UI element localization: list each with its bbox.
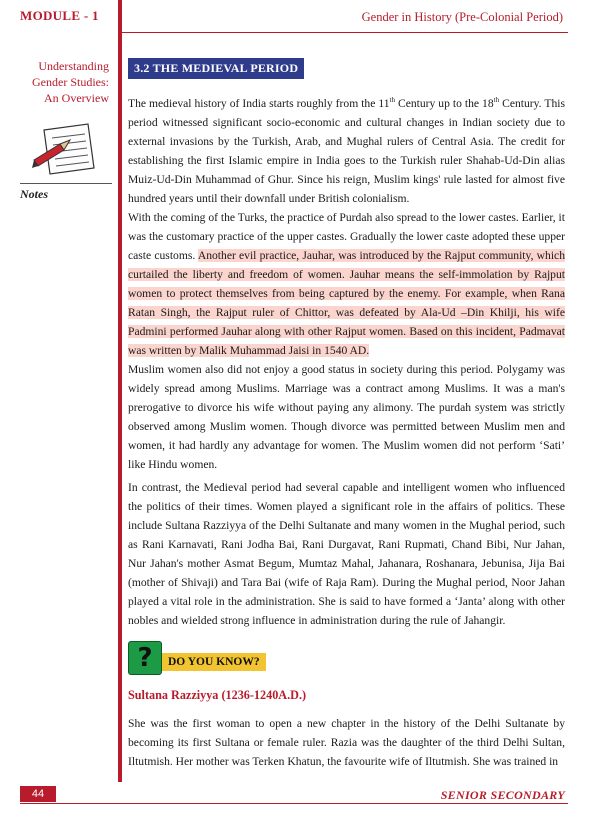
side-title-line1: Understanding [38, 59, 109, 73]
paragraph-intro: The medieval history of India starts roughly from the 11th Century up to the 18th Century. This period witnessed significant socio-economic and cultural changes in Indian society due to external invasions by the Turkish, Arab, and Mughal rulers of Central Asia. The credit for establishing the first Islamic empire in India goes to the Turkish ruler Shahab-Ud-Din alias Muiz-Ud-Din Muhammad of Ghur. Since his reign, Muslim kings' rule lasted for almost five hundred years until their downfall under British colonialism. [128, 96, 565, 205]
pencil-notebook-icon [30, 120, 100, 180]
section-heading: 3.2 THE MEDIEVAL PERIOD [128, 58, 304, 79]
paragraph-purdah-jauhar: With the coming of the Turks, the practice of Purdah also spread to the lower castes. Earlier, it was the customary practice of the upper castes. Gradually the lower caste adopted these upper caste customs. Another evil practice, Jauhar, was introduced by the Rajput community, which curtailed the liberty and freedom of women. Jauhar means the self-immolation by Rajput women to protect themselves from being captured by the enemy. For example, when Rana Ratan Singh, the Rajput ruler of Chittor, was defeated by Ala-Ud –Din Khilji, his wife Padmini performed Jauhar along with other Rajput women. Based on this incident, Padmavat was written by Malik Muhammad Jaisi in 1540 AD. [128, 211, 565, 357]
header-rule [118, 32, 568, 33]
side-title [14, 58, 109, 106]
module-label: MODULE - 1 [20, 8, 99, 23]
highlighted-text: Another evil practice, Jauhar, was introduced by the Rajput community, which curtailed the liberty and freedom of women. Jauhar means the self-immolation by Rajput women to protect themselves from being captured by the enemy. For example, when Rana Ratan Singh, the Rajput ruler of Chittor, was defeated by Ala-Ud –Din Khilji, his wife Padmini performed Jauhar along with other Rajput women. Based on this incident, Padmavat was written by Malik Muhammad Jaisi in 1540 AD. [128, 249, 565, 357]
margin-rule [118, 32, 122, 782]
do-you-know-label: DO YOU KNOW? [162, 653, 266, 671]
subheading-razziyya: Sultana Razziyya (1236-1240A.D.) [128, 688, 307, 702]
paragraph-muslim-women: Muslim women also did not enjoy a good status in society during this period. Polygamy was widely spread among Muslims. Marriage was a contract among Muslims. It was a man's prerogative to divorce his wife without paying any alimony. The purdah system was strictly observed among Muslim women. Though divorce was permitted between Muslim men and women, it had hardly any advantage for women. The Muslim women did not perform ‘Sati’ like Hindu women. [128, 363, 565, 471]
footer-rule [20, 803, 568, 804]
side-title-line2: Gender Studies: [32, 75, 109, 89]
main-content [128, 58, 565, 768]
notes-divider [20, 183, 112, 184]
side-title-line3: An Overview [44, 91, 109, 105]
paragraph-political-women: In contrast, the Medieval period had several capable and intelligent women who influenced the politics of their times. Women played a significant role in the affairs of politics. These include Sultana Razziyya of the Delhi Sultanate and many women in the Mughal period, such as Rani Karnavati, Rani Jodha Bai, Rani Durgavat, Rani Rupmati, Chand Bibi, Nur Jahan, Nur Jahan's mother Asmat Begum, Mumtaz Mahal, Jahanara, Roshanara, Jebunisa, Jija Bai (mother of Shivaji) and Tara Bai (wife of Raja Ram). During the Mughal period, Noor Jahan played a vital role in the administration. She is said to have formed a ‘Janta’ along with other nobles and wielded strong influence in administration during the rule of Jahangir. [128, 481, 565, 627]
paragraph-razziyya: She was the first woman to open a new chapter in the history of the Delhi Sultanate by becoming its first Sultana or female ruler. Razia was the daughter of the third Delhi Sultan, Iltutmish. Her mother was Terken Khatun, the favourite wife of Iltutmish. She was trained in [128, 717, 565, 768]
footer-course-label: SENIOR SECONDARY [440, 788, 565, 802]
running-header: Gender in History (Pre-Colonial Period) [361, 10, 563, 24]
page-number: 44 [20, 786, 56, 802]
notes-label: Notes [20, 187, 48, 201]
margin-rule-top [118, 0, 122, 32]
question-mark-icon: ? [128, 641, 162, 675]
